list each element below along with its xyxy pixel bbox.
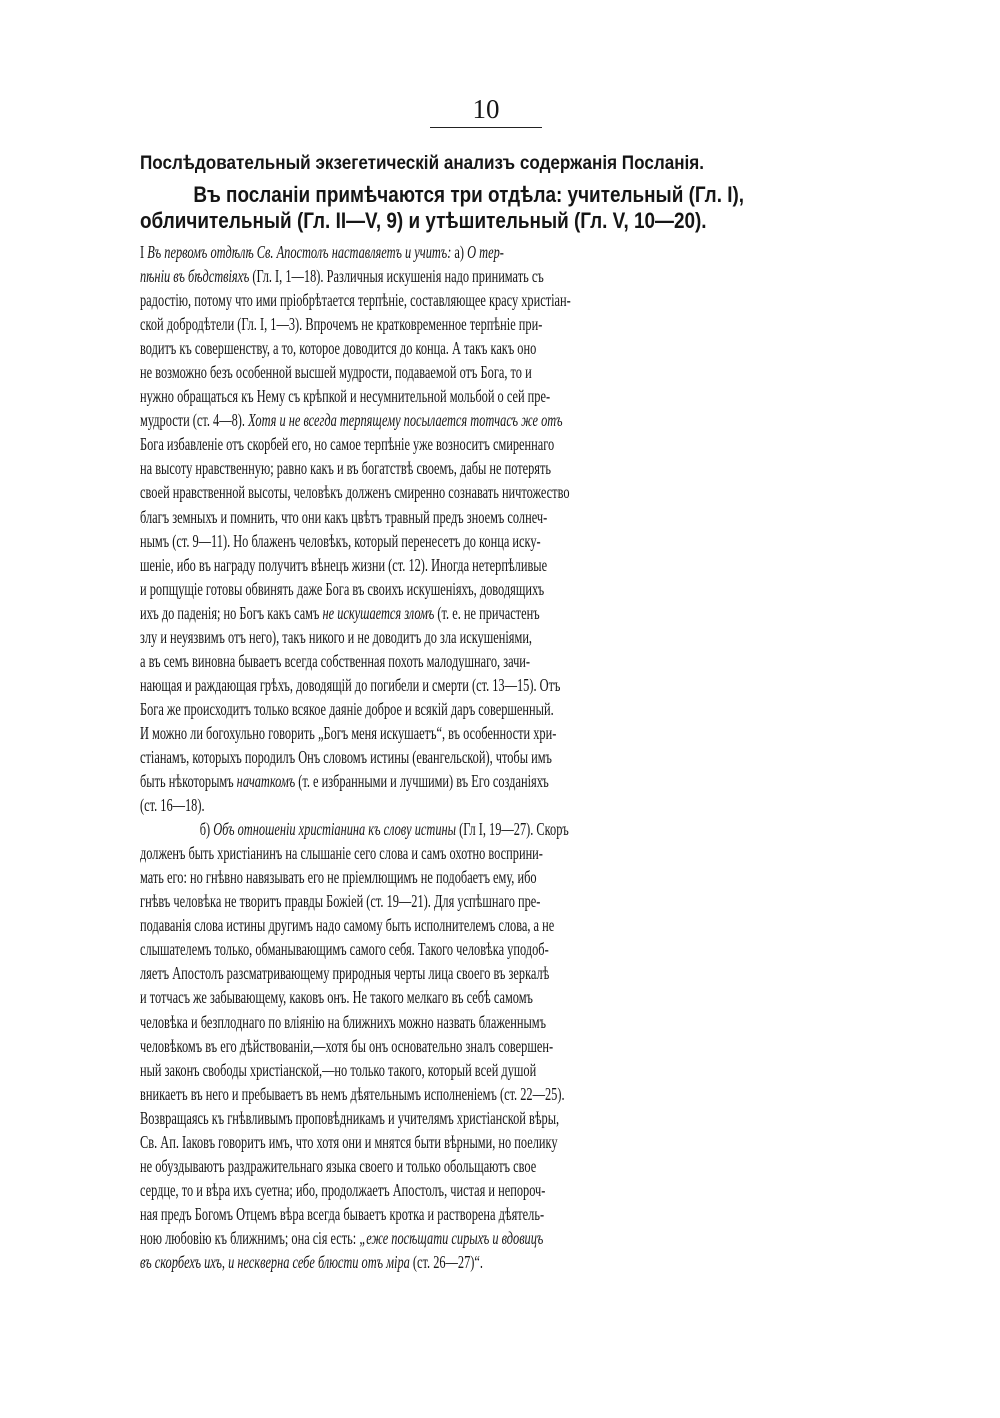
text-run: не возможно безъ особенной высшей мудрости, подаваемой отъ Бога, то и [140, 362, 532, 383]
text-run: Св. Ап. Іаковъ говоритъ имъ, что хотя они и мнятся быти вѣрными, но поелику [140, 1131, 558, 1152]
body-line [140, 336, 837, 360]
text-run: и тотчасъ же забывающему, каковъ онъ. Не такого мелкаго въ себѣ самомъ [140, 987, 533, 1008]
intro-line: обличительный (Гл. II—V, 9) и утѣшительный (Гл. V, 10—20). [140, 208, 707, 233]
body-line [140, 432, 837, 456]
body-line [140, 793, 837, 817]
body-line [140, 601, 837, 625]
body-line [140, 1250, 837, 1274]
body-line [140, 889, 837, 913]
text-run: подаванія слова истины другимъ надо самому быть исполнителемъ слова, а не [140, 915, 555, 936]
text-run: стіанамъ, которыхъ породилъ Онъ словомъ истины (евангельской), чтобы имъ [140, 746, 552, 767]
text-run: (Гл I, 19—27). Скоръ [456, 819, 569, 840]
text-run: гнѣвъ человѣка не творитъ правды Божіей (ст. 19—21). Для успѣшнаго пре- [140, 891, 541, 912]
body-line [140, 985, 837, 1009]
text-run: вникаетъ въ него и пребываетъ въ немъ дѣятельнымъ исполненіемъ (ст. 22—25). [140, 1083, 565, 1104]
body-line [140, 264, 837, 288]
italic-text: О тер- [467, 242, 504, 262]
text-run: (ст. 16—18). [140, 795, 205, 816]
italic-text: не искушается зломъ [322, 602, 435, 623]
body-line [140, 649, 837, 673]
italic-text: Хотя и не всегда терпящему посылается тотчасъ же отъ [248, 410, 563, 431]
text-run: и ропщущіе готовы обвинять даже Бога въ своихъ искушеніяхъ, доводящихъ [140, 578, 545, 599]
text-run: злу и неуязвимъ отъ него), такъ никого и не доводитъ до зла искушеніями, [140, 626, 533, 647]
text-run: человѣка и безплоднаго по вліянію на ближнихъ можно назвать блаженнымъ [140, 1011, 546, 1032]
body-line [140, 769, 837, 793]
body-line [140, 1130, 837, 1154]
text-run: благъ земныхъ и помнить, что они какъ цвѣтъ травный предъ зноемъ солнеч- [140, 506, 548, 527]
body-line [140, 937, 837, 961]
body-line [140, 745, 837, 769]
body-line [140, 1202, 837, 1226]
text-run: на высоту нравственную; равно какъ и въ богатствѣ своемъ, дабы не потерять [140, 458, 552, 479]
body-line [140, 408, 837, 432]
body-line [140, 1226, 837, 1250]
text-run: своей нравственной высоты, человѣкъ долженъ смиренно сознавать ничтожество [140, 482, 570, 503]
body-line [140, 697, 837, 721]
body-line [140, 913, 837, 937]
body-line [140, 1178, 837, 1202]
text-run: водитъ къ совершенству, а то, которое доводится до конца. А такъ какъ оно [140, 338, 537, 359]
body-line [140, 961, 837, 985]
text-run: шеніе, ибо въ награду получитъ вѣнецъ жизни (ст. 12). Иногда нетерпѣливые [140, 554, 548, 575]
body-line [140, 673, 837, 697]
body-line [140, 721, 837, 745]
italic-text: пѣніи въ бѣдствіяхъ [140, 266, 250, 287]
text-run: быть нѣкоторымъ [140, 771, 237, 792]
body-line [140, 817, 837, 841]
body-line [140, 553, 837, 577]
text-run: ною любовію къ ближнимъ; она сія есть: [140, 1227, 360, 1248]
intro-paragraph [140, 182, 828, 234]
body-line [140, 384, 837, 408]
text-run: ской добродѣтели (Гл. I, 1—3). Впрочемъ не кратковременное терпѣніе при- [140, 314, 543, 335]
body-line [140, 505, 837, 529]
italic-text: Въ первомъ отдѣлѣ Св. Апостолъ наставляетъ и учитъ: [147, 242, 452, 262]
text-run: И можно ли богохульно говорить „Богъ меня искушаетъ“, въ особенности хри- [140, 722, 557, 743]
text-run: долженъ быть христіанинъ на слышаніе сего слова и самъ охотно восприни- [140, 843, 543, 864]
body-line [140, 625, 837, 649]
page-number-rule [430, 127, 542, 128]
text-run: Возвращаясь къ гнѣвливымъ проповѣдникамъ и учителямъ христіанской вѣры, [140, 1107, 560, 1128]
text-run: Бога же происходитъ только всякое даяніе доброе и всякій даръ совершенный. [140, 698, 554, 719]
text-run: а въ семъ виновна бываетъ всегда собственная похоть малодушнаго, зачи- [140, 650, 531, 671]
body-line [140, 577, 837, 601]
italic-text: „еже посѣщати сирыхъ и вдовицъ [359, 1227, 544, 1248]
body-line [140, 1106, 837, 1130]
italic-text: Объ отношеніи христіанина къ слову истины [213, 819, 457, 840]
text-run: Бога избавленіе отъ скорбей его, но самое терпѣніе уже возноситъ смиреннаго [140, 434, 555, 455]
text-run: ляетъ Апостолъ разсматривающему природныя черты лица своего въ зеркалѣ [140, 963, 550, 984]
body-line [140, 529, 837, 553]
text-run: мудрости (ст. 4—8). [140, 410, 249, 431]
body-line [140, 288, 837, 312]
body-line [140, 360, 837, 384]
text-run: нужно обращаться къ Нему съ крѣпкой и несумнительной мольбой о сей пре- [140, 386, 551, 407]
text-run: не обуздываютъ раздражительнаго языка своего и только обольщаютъ свое [140, 1155, 537, 1176]
body-line [140, 456, 837, 480]
body-line [140, 1034, 837, 1058]
intro-line: Въ посланіи примѣчаются три отдѣла: учительный (Гл. I), [193, 182, 745, 207]
text-run: (Гл. I, 1—18). Различныя искушенія надо принимать съ [249, 266, 544, 287]
text-run: (ст. 26—27)“. [409, 1251, 483, 1272]
body-line [140, 1058, 837, 1082]
text-run: ихъ до паденія; но Богъ какъ самъ [140, 602, 323, 623]
text-run: нающая и раждающая грѣхъ, доводящій до погибели и смерти (ст. 13—15). Отъ [140, 674, 561, 695]
italic-text: начаткомъ [236, 771, 296, 792]
text-run: нымъ (ст. 9—11). Но блаженъ человѣкъ, который перенесетъ до конца иску- [140, 530, 541, 551]
italic-text: въ скорбехъ ихъ, и нескверна себе блюсти отъ міра [140, 1251, 410, 1272]
text-run: человѣкомъ въ его дѣйствованіи,—хотя бы онъ основательно зналъ совершен- [140, 1035, 554, 1056]
text-run: ная предъ Богомъ Отцемъ вѣра всегда бываетъ кротка и растворена дѣятель- [140, 1203, 545, 1224]
body-line [140, 1082, 837, 1106]
section-heading: Послѣдовательный экзегетическій анализъ содержанія Посланія. [140, 153, 705, 174]
text-run: слышателемъ только, обманывающимъ самого себя. Такого человѣка уподоб- [140, 939, 549, 960]
body-line [140, 480, 837, 504]
body-line [140, 865, 837, 889]
text-run: сердце, то и вѣра ихъ суетна; ибо, продолжаетъ Апостолъ, чистая и непороч- [140, 1179, 546, 1200]
text-run: б) [199, 819, 214, 840]
text-run: ный законъ свободы христіанской,—но только такого, который всей душой [140, 1059, 537, 1080]
body-line [140, 841, 837, 865]
body-line [140, 240, 837, 264]
body-line [140, 312, 837, 336]
page-number: 10 [472, 94, 500, 124]
text-run: мать его: но гнѣвно навязывать его не пріемлющимъ не подобаетъ ему, ибо [140, 867, 537, 888]
text-run: (т. е. не причастенъ [434, 602, 540, 623]
text-run: радостію, потому что ими пріобрѣтается терпѣніе, составляющее красу христіан- [140, 290, 571, 311]
body-text [140, 240, 837, 1274]
text-run: (т. е избранными и лучшими) въ Его созданіяхъ [295, 771, 549, 792]
text-run: I [140, 242, 148, 262]
body-line [140, 1010, 837, 1034]
text-run: а) [451, 242, 468, 262]
body-line [140, 1154, 837, 1178]
